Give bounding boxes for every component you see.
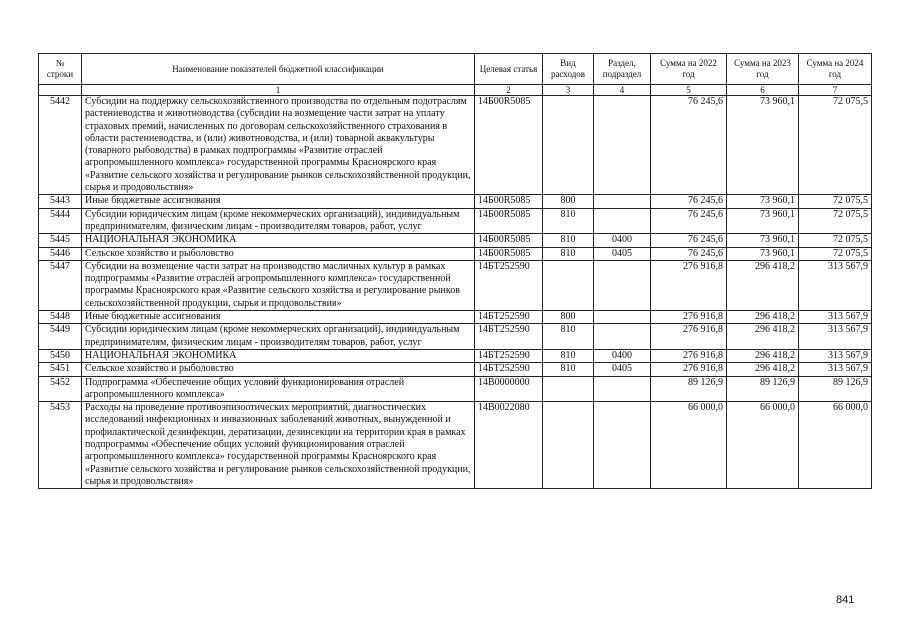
column-number: 5 [651, 85, 727, 96]
row-section: 0405 [594, 363, 651, 376]
row-name: Субсидии на поддержку сельскохозяйственного производства по отдельным подотраслям растениеводства и животноводства (субсидии на возмещение части затрат на уплату страховых премий, начисленных по договорам сельскохозяйственного страхования в области растениеводства, и (или) животноводства, и (или) товарной аквакультуры (товарного рыбоводства) в рамках подпрограммы «Развитие отраслей агропромышленного комплекса» государственной программы Красноярского края «Развитие сельского хозяйства и регулирование рынков сельскохозяйственной продукции, сырья и продовольствия» [82, 96, 475, 195]
table-row [39, 96, 872, 195]
row-section: 0400 [594, 234, 651, 247]
row-sum-2024: 72 075,5 [799, 208, 872, 234]
row-sum-2023: 66 000,0 [727, 402, 799, 489]
row-sum-2024: 313 567,9 [799, 324, 872, 350]
row-sum-2024: 72 075,5 [799, 96, 872, 195]
row-target-code: 14БТ252590 [475, 311, 543, 324]
row-section: 0405 [594, 247, 651, 260]
row-sum-2022: 276 916,8 [651, 349, 727, 362]
row-sum-2022: 276 916,8 [651, 363, 727, 376]
row-expense-type [543, 96, 594, 195]
row-sum-2022: 76 245,6 [651, 247, 727, 260]
row-target-code: 14БТ252590 [475, 349, 543, 362]
row-sum-2024: 313 567,9 [799, 311, 872, 324]
row-sum-2022: 76 245,6 [651, 208, 727, 234]
row-sum-2024: 313 567,9 [799, 349, 872, 362]
row-sum-2023: 296 418,2 [727, 363, 799, 376]
row-sum-2024: 313 567,9 [799, 260, 872, 310]
row-number: 5448 [39, 311, 82, 324]
row-sum-2023: 73 960,1 [727, 208, 799, 234]
row-name: Расходы на проведение противоэпизоотических мероприятий, диагностических исследований инфекционных и инвазионных заболеваний животных, вынужденной и профилактической дезинфекции, дератизации, дезинсекции на территории края в рамках подпрограммы «Обеспечение общих условий функционирования отраслей агропромышленного комплекса» государственной программы Красноярского края «Развитие сельского хозяйства и регулирование рынков сельскохозяйственной продукции, сырья и продовольствия» [82, 402, 475, 489]
table-row [39, 247, 872, 260]
row-target-code: 14В0022080 [475, 402, 543, 489]
header-row-no: № строки [39, 54, 82, 85]
row-section [594, 311, 651, 324]
row-expense-type: 810 [543, 349, 594, 362]
row-sum-2023: 296 418,2 [727, 260, 799, 310]
row-number: 5447 [39, 260, 82, 310]
row-expense-type [543, 376, 594, 402]
row-number: 5444 [39, 208, 82, 234]
row-sum-2022: 76 245,6 [651, 234, 727, 247]
row-expense-type: 800 [543, 195, 594, 208]
row-number: 5445 [39, 234, 82, 247]
row-section [594, 376, 651, 402]
header-sum-2023: Сумма на 2023 год [727, 54, 799, 85]
row-sum-2022: 276 916,8 [651, 311, 727, 324]
row-target-code: 14В0000000 [475, 376, 543, 402]
column-number [39, 85, 82, 96]
header-row [39, 54, 872, 85]
budget-table [38, 53, 872, 489]
row-number: 5442 [39, 96, 82, 195]
row-section: 0400 [594, 349, 651, 362]
row-sum-2024: 72 075,5 [799, 247, 872, 260]
row-section [594, 96, 651, 195]
row-sum-2022: 76 245,6 [651, 195, 727, 208]
row-number: 5443 [39, 195, 82, 208]
row-target-code: 14БТ252590 [475, 324, 543, 350]
row-section [594, 195, 651, 208]
table-row [39, 324, 872, 350]
row-sum-2023: 296 418,2 [727, 311, 799, 324]
row-sum-2023: 296 418,2 [727, 349, 799, 362]
page-number: 841 [836, 594, 855, 606]
column-number: 6 [727, 85, 799, 96]
row-name: Субсидии юридическим лицам (кроме некоммерческих организаций), индивидуальным предпринимателям, физическим лицам - производителям товаров, работ, услуг [82, 208, 475, 234]
row-name: Субсидии юридическим лицам (кроме некоммерческих организаций), индивидуальным предпринимателям, физическим лицам - производителям товаров, работ, услуг [82, 324, 475, 350]
row-section [594, 260, 651, 310]
table-row [39, 195, 872, 208]
row-sum-2024: 313 567,9 [799, 363, 872, 376]
column-number: 1 [82, 85, 475, 96]
row-number: 5452 [39, 376, 82, 402]
row-expense-type: 810 [543, 363, 594, 376]
row-target-code: 14Б00R5085 [475, 195, 543, 208]
row-name: Иные бюджетные ассигнования [82, 195, 475, 208]
column-number: 2 [475, 85, 543, 96]
row-section [594, 208, 651, 234]
row-expense-type: 810 [543, 247, 594, 260]
row-section [594, 324, 651, 350]
row-target-code: 14Б00R5085 [475, 96, 543, 195]
row-sum-2024: 72 075,5 [799, 195, 872, 208]
column-number: 4 [594, 85, 651, 96]
row-expense-type: 810 [543, 208, 594, 234]
row-sum-2022: 89 126,9 [651, 376, 727, 402]
row-sum-2023: 89 126,9 [727, 376, 799, 402]
row-target-code: 14Б00R5085 [475, 234, 543, 247]
row-expense-type: 810 [543, 234, 594, 247]
row-name: НАЦИОНАЛЬНАЯ ЭКОНОМИКА [82, 234, 475, 247]
row-name: Подпрограмма «Обеспечение общих условий функционирования отраслей агропромышленного комплекса» [82, 376, 475, 402]
column-number-row [39, 85, 872, 96]
row-number: 5453 [39, 402, 82, 489]
row-expense-type: 800 [543, 311, 594, 324]
table-row [39, 402, 872, 489]
header-name: Наименование показателей бюджетной классификации [82, 54, 475, 85]
row-name: Иные бюджетные ассигнования [82, 311, 475, 324]
row-target-code: 14Б00R5085 [475, 208, 543, 234]
row-sum-2023: 73 960,1 [727, 96, 799, 195]
header-razdel: Раздел, подраздел [594, 54, 651, 85]
column-number: 7 [799, 85, 872, 96]
row-sum-2023: 73 960,1 [727, 195, 799, 208]
column-number: 3 [543, 85, 594, 96]
table-row [39, 349, 872, 362]
table-row [39, 311, 872, 324]
header-sum-2022: Сумма на 2022 год [651, 54, 727, 85]
table-row [39, 234, 872, 247]
row-section [594, 402, 651, 489]
row-name: НАЦИОНАЛЬНАЯ ЭКОНОМИКА [82, 349, 475, 362]
table-row [39, 376, 872, 402]
table-body [39, 96, 872, 489]
row-sum-2022: 276 916,8 [651, 324, 727, 350]
row-name: Сельское хозяйство и рыболовство [82, 247, 475, 260]
row-name: Субсидии на возмещение части затрат на производство масличных культур в рамках подпрограммы «Развитие отраслей агропромышленного комплекса» государственной программы Красноярского края «Развитие сельского хозяйства и регулирование рынков сельскохозяйственной продукции, сырья и продовольствия» [82, 260, 475, 310]
row-number: 5450 [39, 349, 82, 362]
table-row [39, 260, 872, 310]
table-row [39, 363, 872, 376]
row-target-code: 14БТ252590 [475, 260, 543, 310]
row-number: 5449 [39, 324, 82, 350]
row-sum-2023: 296 418,2 [727, 324, 799, 350]
row-sum-2024: 89 126,9 [799, 376, 872, 402]
row-sum-2022: 276 916,8 [651, 260, 727, 310]
row-sum-2022: 76 245,6 [651, 96, 727, 195]
header-sum-2024: Сумма на 2024 год [799, 54, 872, 85]
table-row [39, 208, 872, 234]
row-expense-type: 810 [543, 324, 594, 350]
row-expense-type [543, 260, 594, 310]
header-target: Целевая статья [475, 54, 543, 85]
header-vid: Вид расходов [543, 54, 594, 85]
row-target-code: 14Б00R5085 [475, 247, 543, 260]
row-sum-2024: 72 075,5 [799, 234, 872, 247]
row-sum-2022: 66 000,0 [651, 402, 727, 489]
row-sum-2023: 73 960,1 [727, 247, 799, 260]
row-name: Сельское хозяйство и рыболовство [82, 363, 475, 376]
row-sum-2024: 66 000,0 [799, 402, 872, 489]
row-expense-type [543, 402, 594, 489]
row-target-code: 14БТ252590 [475, 363, 543, 376]
row-number: 5451 [39, 363, 82, 376]
row-number: 5446 [39, 247, 82, 260]
row-sum-2023: 73 960,1 [727, 234, 799, 247]
